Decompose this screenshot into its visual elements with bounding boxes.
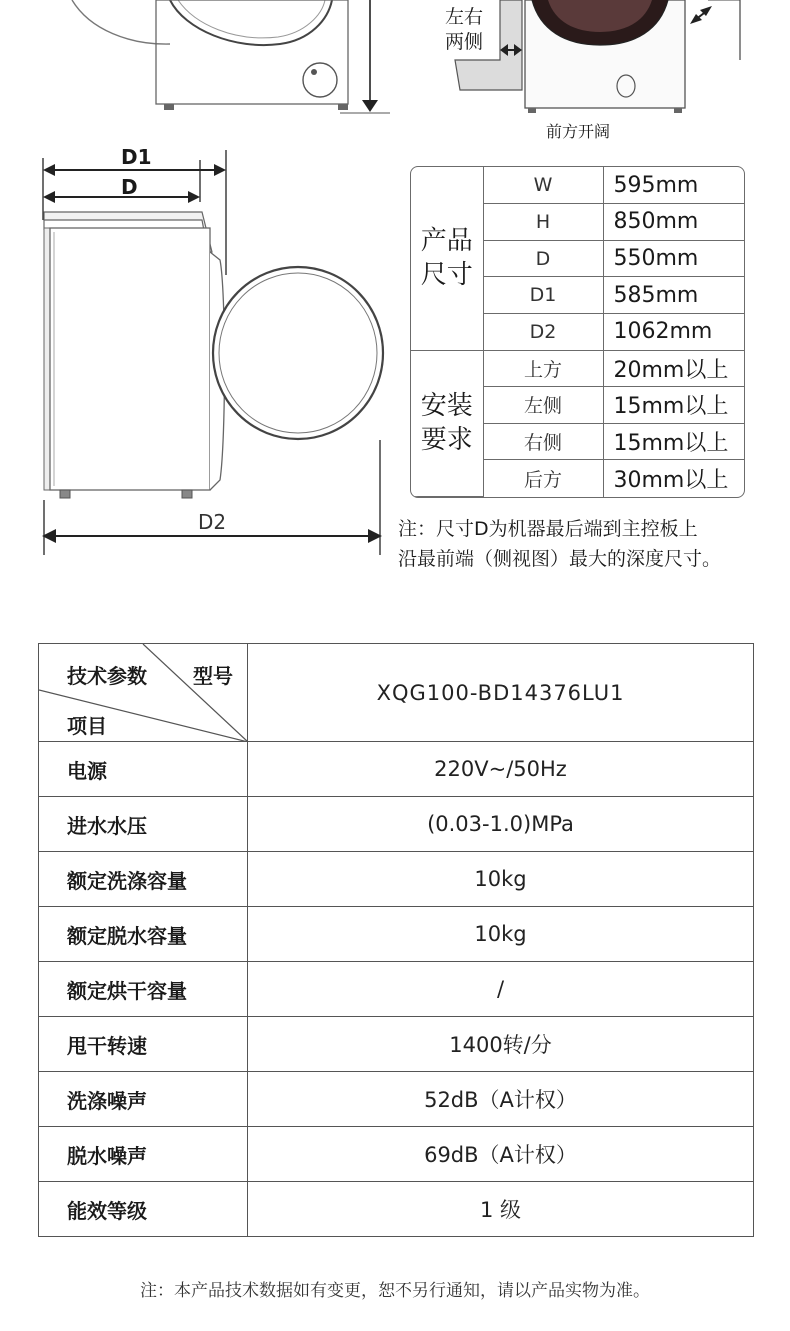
dim-value: 585mm: [603, 277, 744, 314]
d-label: D: [121, 175, 138, 199]
spec-label: 电源: [39, 742, 248, 797]
dim-key: 左侧: [483, 387, 603, 424]
spec-label: 额定洗涤容量: [39, 852, 248, 907]
dim-key: D: [483, 240, 603, 277]
spec-value: 1400转/分: [248, 1017, 754, 1072]
dim-key: D2: [483, 313, 603, 350]
spec-label: 额定烘干容量: [39, 962, 248, 1017]
table-row: [39, 852, 754, 907]
dim-value: 15mm以上: [603, 423, 744, 460]
spec-value: 10kg: [248, 907, 754, 962]
dim-key: W: [483, 167, 603, 204]
side-view-diagram: [30, 140, 395, 565]
spec-value: 10kg: [248, 852, 754, 907]
spec-label: 进水水压: [39, 797, 248, 852]
install-requirement-group: 安装 要求: [411, 350, 483, 496]
spec-label: 甩干转速: [39, 1017, 248, 1072]
header-params: 技术参数: [67, 664, 147, 688]
spec-value: /: [248, 962, 754, 1017]
front-clearance-label: 前方开阔: [546, 122, 611, 141]
model-number: XQG100-BD14376LU1: [248, 644, 754, 742]
dim-value: 20mm以上: [603, 350, 744, 387]
spec-label: 能效等级: [39, 1182, 248, 1237]
dim-key: 后方: [483, 460, 603, 497]
dim-value: 595mm: [603, 167, 744, 204]
spec-header-diagonal-cell: [39, 644, 248, 742]
product-size-group: 产品 尺寸: [411, 167, 483, 350]
dim-value: 30mm以上: [603, 460, 744, 497]
footer-disclaimer: 注：本产品技术数据如有变更，恕不另行通知，请以产品实物为准。: [140, 1281, 650, 1301]
dimension-table: [410, 166, 745, 498]
dim-key: D1: [483, 277, 603, 314]
dimension-note-line2: 沿最前端（侧视图）最大的深度尺寸。: [398, 548, 722, 570]
dim-value: 850mm: [603, 204, 744, 241]
spec-header-row: [39, 644, 754, 742]
spec-value: (0.03-1.0)MPa: [248, 797, 754, 852]
dim-value: 1062mm: [603, 313, 744, 350]
spec-label: 洗涤噪声: [39, 1072, 248, 1127]
header-model: 型号: [193, 664, 233, 688]
dim-value: 15mm以上: [603, 387, 744, 424]
spec-value: 52dB（A计权）: [248, 1072, 754, 1127]
spec-value: 1 级: [248, 1182, 754, 1237]
table-row: [39, 1072, 754, 1127]
table-row: [39, 1127, 754, 1182]
table-row: [39, 797, 754, 852]
table-row: [39, 907, 754, 962]
dim-key: 右侧: [483, 423, 603, 460]
header-item: 项目: [67, 714, 107, 738]
dim-value: 550mm: [603, 240, 744, 277]
front-view-diagram: [60, 0, 400, 120]
table-row: [39, 1182, 754, 1237]
table-row: [39, 1017, 754, 1072]
table-row: [39, 962, 754, 1017]
table-row: [411, 167, 744, 204]
table-row: [411, 350, 744, 387]
spec-label: 额定脱水容量: [39, 907, 248, 962]
spec-table: [38, 643, 754, 1237]
table-row: [39, 742, 754, 797]
d1-label: D1: [121, 145, 152, 169]
spec-value: 69dB（A计权）: [248, 1127, 754, 1182]
dimension-note: [398, 514, 786, 574]
d2-label: D2: [198, 510, 227, 534]
side-clearance-label: 左右 两侧: [445, 6, 484, 53]
dim-key: 上方: [483, 350, 603, 387]
dim-key: H: [483, 204, 603, 241]
spec-value: 220V~/50Hz: [248, 742, 754, 797]
spec-label: 脱水噪声: [39, 1127, 248, 1182]
dimension-note-line1: 注：尺寸D为机器最后端到主控板上: [398, 518, 698, 540]
